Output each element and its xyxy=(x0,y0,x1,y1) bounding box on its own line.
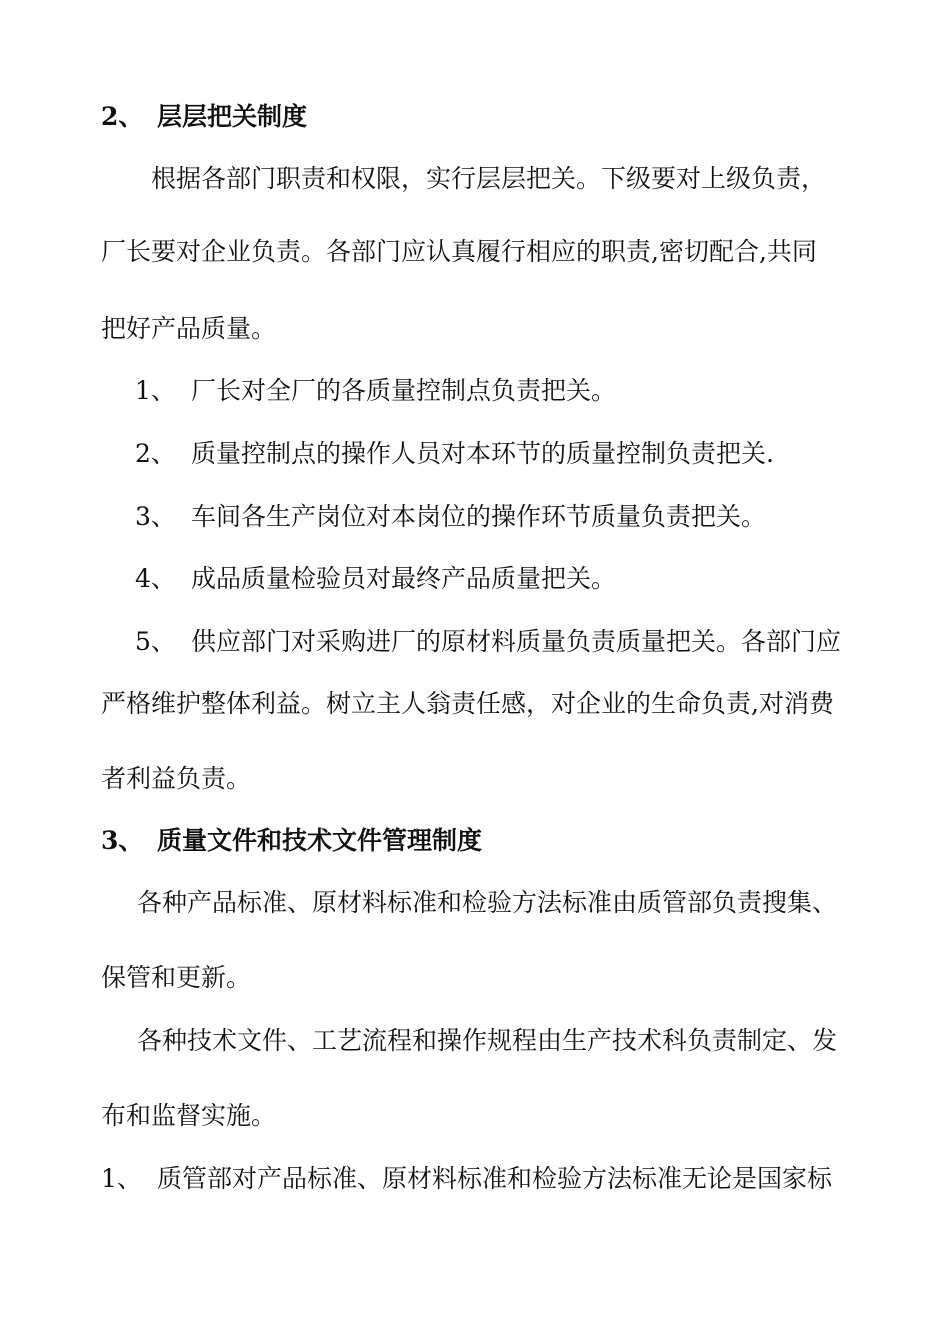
list-item-text: 质管部对产品标准、原材料标准和检验方法标准无论是国家标 xyxy=(157,1164,833,1193)
list-item-text: 供应部门对采购进厂的原材料质量负责质量把关。各部门应 xyxy=(191,627,842,656)
list-item-number: 1、 xyxy=(135,376,176,405)
section-2-title: 层层把关制度 xyxy=(157,102,308,131)
list-item-text: 成品质量检验员对最终产品质量把关。 xyxy=(191,564,617,593)
list-item-text: 车间各生产岗位对本岗位的操作环节质量负责把关。 xyxy=(191,502,767,531)
list-item-number: 5、 xyxy=(135,627,176,656)
section-3-number: 3、 xyxy=(101,826,144,855)
list-item-text: 厂长对全厂的各质量控制点负责把关。 xyxy=(191,376,617,405)
list-item-number: 3、 xyxy=(135,502,176,531)
list-item-number: 2、 xyxy=(135,439,176,468)
list-item-number: 4、 xyxy=(135,564,176,593)
list-item-text: 质量控制点的操作人员对本环节的质量控制负责把关. xyxy=(191,439,774,468)
list-item-number: 1、 xyxy=(101,1164,142,1193)
document-page: 2、 层层把关制度 根据各部门职责和权限，实行层层把关。下级要对上级负责， 厂长要对企业负责。各部门应认真履行相应的职责,密切配合,共同 把好产品质量。 1、 厂长对全厂的各质量控制点负责把关。 2、 质量控制点的操作人员对本环节的质量控制负责把关. 3、 车间各生产岗位对本岗位的操作环节质量负责把关。 4、 成品质量检验员对最终产品质量把关。 5、 供应部门对采购进厂的原材料质量负责质量把关。各部门应 严格维护整体利益。树立主人翁责任感，对企业的生命负责,对消费 者利益负责。 3、 质量文件和技术文件管理制度 各种产品标准、原材料标准和检验方法标准由质管部负责搜集、 保管和更新。 各种技术文件、工艺流程和操作规程由生产技术科负责制定、发 布和监督实施。 1、 质管部对产品标准、原材料标准和检验方法标准无论是国家标 xyxy=(101,102,842,1193)
section-2-number: 2、 xyxy=(101,102,144,131)
section-3-title: 质量文件和技术文件管理制度 xyxy=(157,826,483,855)
